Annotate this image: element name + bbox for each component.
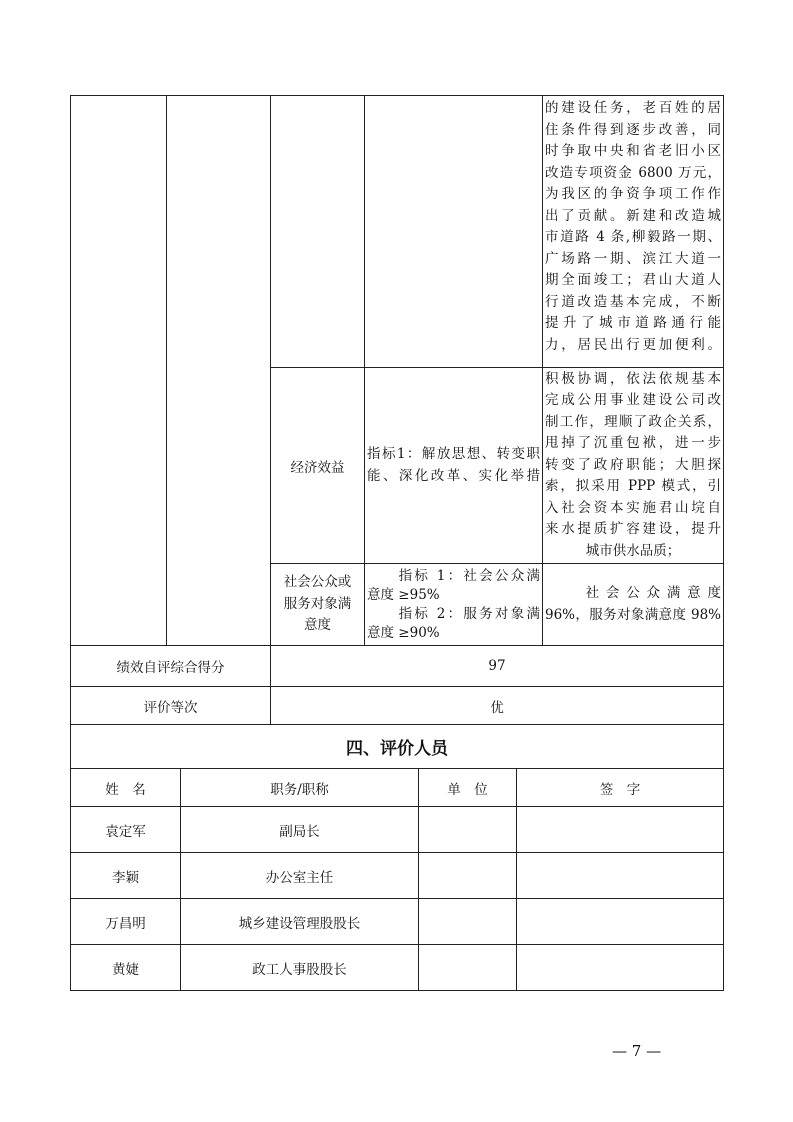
header-cell-text: 姓 名 [105,781,146,798]
text-line: 甩掉了沉重包袱，进一步 [545,435,721,452]
merged-cell-1 [70,95,167,646]
text-line: 积极协调，依法依规基本 [545,370,721,387]
text-line: 出了贡献。新建和改造城 [545,207,721,224]
header-cell [516,768,724,807]
score-label-text: 绩效自评综合得分 [116,660,225,676]
evaluator-title [180,852,419,899]
text-line: 市道路 4 条,柳毅路一期、 [545,229,721,245]
text-line: 的建设任务，老百姓的居 [545,100,721,116]
cell-empty [364,95,543,368]
score-value-text: 97 [488,658,506,674]
text-line: 改造专项资金 6800 万元， [545,164,721,181]
score-label [70,645,271,687]
text-line: 能、深化改革、实化举措 [367,467,540,484]
grade-label [70,686,271,725]
header-cell [70,768,181,807]
section-title [70,724,724,769]
text-line: 意度 [304,617,331,634]
economic-label [270,367,365,564]
indicator-text [365,444,542,487]
evaluator-name [70,806,181,853]
evaluator-name-text: 袁定军 [105,823,146,840]
grade-label-text: 评价等次 [143,699,198,716]
text-line: 96%，服务对象满意度 98% [545,606,721,623]
economic-result [542,367,724,564]
text-line: 指标1：解放思想、转变职 [367,446,540,462]
text-line: 提升了城市道路通行能 [545,315,721,331]
score-value [270,645,724,687]
economic-label-text: 经济效益 [290,459,345,476]
text-line: 城市供水品质； [585,542,681,559]
text-line: 时争取中央和省老旧小区 [545,143,721,159]
header-cell-text: 单 位 [447,781,488,798]
text-line: 完成公用事业建设公司改 [545,392,721,409]
text-line: 意度 ≥95% [367,586,440,603]
economic-indicator [364,367,543,564]
result-cell-top [542,95,724,368]
evaluator-title-text: 政工人事股股长 [252,961,347,978]
evaluator-signature [516,852,724,899]
text-line: 索，拟采用 PPP 模式，引 [545,478,721,495]
merged-cell-2 [166,95,271,646]
result-text [543,583,723,626]
evaluator-title [180,944,419,991]
evaluator-name [70,898,181,945]
evaluator-unit [418,944,517,991]
evaluator-title-text: 办公室主任 [265,869,334,886]
evaluator-name-text: 黄婕 [112,961,139,978]
evaluator-unit [418,806,517,853]
text-line: 住条件得到逐步改善，同 [545,121,721,138]
cell-empty [270,95,365,368]
text-line: 意度 ≥90% [367,624,440,641]
text-line: 力，居民出行更加便利。 [545,336,721,353]
header-cell [418,768,517,807]
evaluator-name-text: 李颖 [112,869,139,886]
header-cell [180,768,419,807]
text-line: 期全面竣工；君山大道人 [545,272,721,288]
text-line: 制工作，理顺了政企关系， [545,413,721,430]
satisfaction-indicator [364,563,543,646]
header-cell-text: 职务/职称 [270,781,329,798]
text-line: 为我区的争资争项工作作 [545,186,721,202]
section-title-text: 四、评价人员 [346,739,448,759]
text-line: 行道改造基本完成，不断 [545,293,721,310]
satisfaction-label-text [284,572,352,637]
text-line: 来水提质扩容建设，提升 [545,521,721,538]
evaluator-signature [516,944,724,991]
evaluator-unit [418,898,517,945]
text-line: 社会公众满意度 [545,585,721,601]
text-line: 广场路一期、滨江大道一 [545,250,721,267]
text-line: 转变了政府职能；大胆探 [545,456,721,473]
evaluator-signature [516,898,724,945]
evaluator-name [70,944,181,991]
satisfaction-label [270,563,365,646]
result-text [543,98,723,356]
evaluator-name-text: 万昌明 [105,915,146,932]
evaluator-name [70,852,181,899]
text-line: 指标 2：服务对象满 [367,605,540,622]
text-line: 入社会资本实施君山垸自 [545,499,721,516]
result-text [543,369,723,563]
grade-value [270,686,724,725]
page-number: — 7 — [612,1042,662,1060]
text-line: 社会公众或 [283,574,352,591]
text-line: 服务对象满 [283,595,352,612]
satisfaction-result [542,563,724,646]
header-cell-text: 签 字 [599,781,641,798]
evaluator-title [180,898,419,945]
evaluator-title-text: 副局长 [279,823,320,840]
evaluator-unit [418,852,517,899]
indicator-text [365,567,542,643]
evaluator-signature [516,806,724,853]
grade-value-text: 优 [490,699,504,716]
text-line: 指标 1：社会公众满 [367,567,540,584]
evaluator-title-text: 城乡建设管理股股长 [238,915,361,932]
evaluator-title [180,806,419,853]
